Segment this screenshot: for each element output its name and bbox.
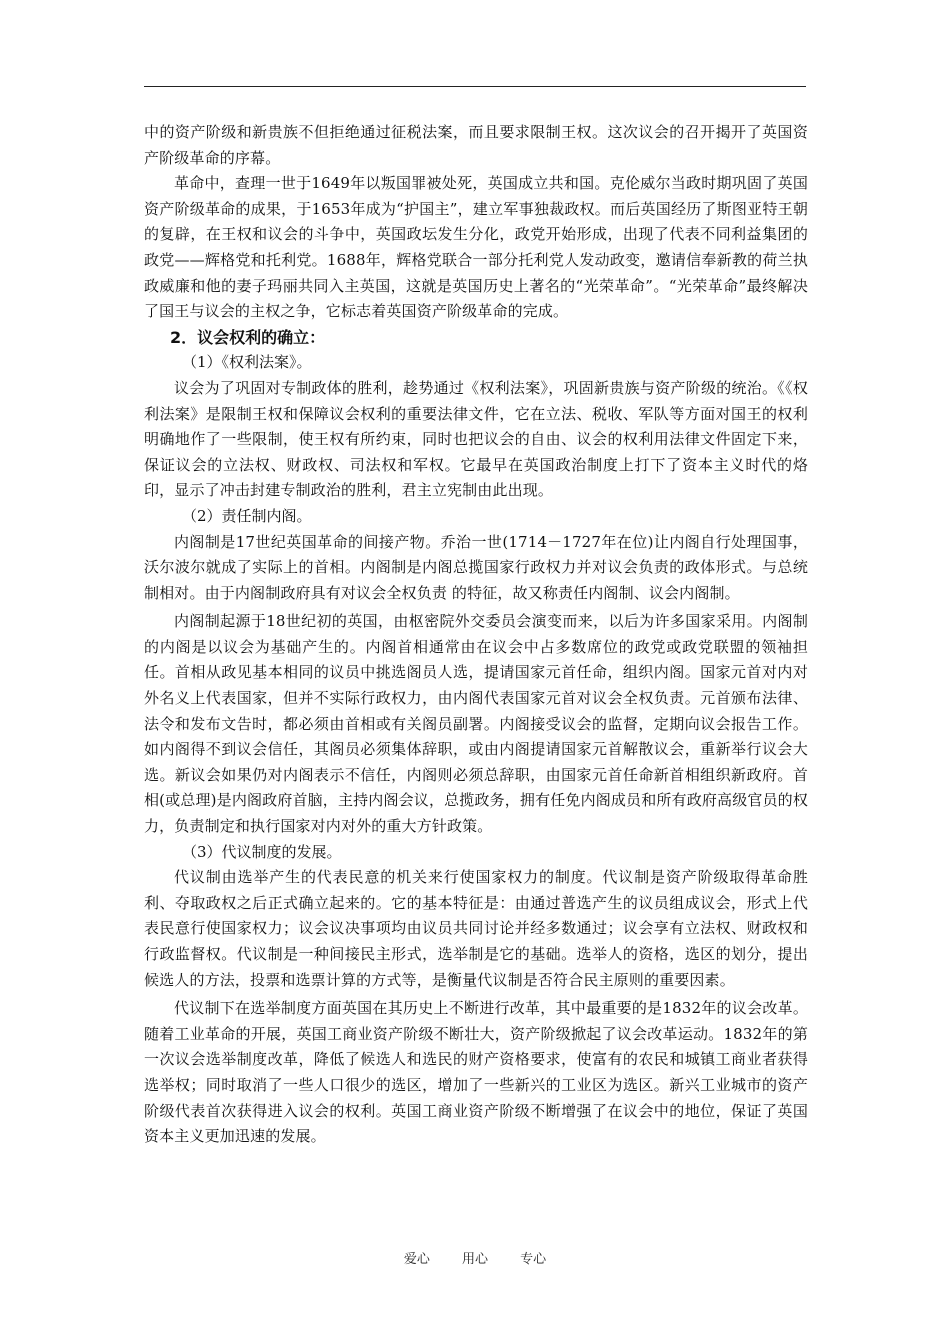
- paragraph-representative-2: 代议制下在选举制度方面英国在其历史上不断进行改革，其中最重要的是1832年的议会改革。随着工业革命的开展，英国工商业资产阶级不断壮大，资产阶级掀起了议会改革运动。1832年的第一次议会选举制度改革，降低了候选人和选民的财产资格要求，使富有的农民和城镇工商业者获得选举权；同时取消了一些人口很少的选区，增加了一些新兴的工业区为选区。新兴工业城市的资产阶级代表首次获得进入议会的权利。英国工商业资产阶级不断增强了在议会中的地位，保证了英国资本主义更加迅速的发展。: [144, 999, 808, 1146]
- subheading-bill-of-rights: （1）《权利法案》。: [182, 353, 312, 372]
- paragraph-bill-of-rights: 议会为了巩固对专制政体的胜利，趁势通过《权利法案》，巩固新贵族与资产阶级的统治。《《权利法案》是限制王权和保障议会权利的重要法律文件，它在立法、税收、军队等方面对国王的权利明确地作了一些限制，使王权有所约束，同时也把议会的自由、议会的权利用法律文件固定下来，保证议会的立法权、财政权、司法权和军权。它最早在英国政治制度上打下了资本主义时代的烙印，显示了冲击封建专制政治的胜利，君主立宪制由此出现。: [144, 378, 808, 500]
- footer-item-3: 专心: [520, 1252, 547, 1267]
- paragraph-cabinet-1: 内阁制是17世纪英国革命的间接产物。乔治一世(1714－1727年在位)让内阁自行处理国事，沃尔波尔就成了实际上的首相。内阁制是内阁总揽国家行政权力并对议会负责的政体形式。与总统制相对。由于内阁制政府具有对议会全权负责 的特征，故又称责任内阁制、议会内阁制。: [144, 532, 808, 602]
- paragraph-1: 中的资产阶级和新贵族不但拒绝通过征税法案，而且要求限制王权。这次议会的召开揭开了英国资产阶级革命的序幕。: [144, 123, 808, 167]
- header-rule: [144, 86, 806, 87]
- footer-item-1: 爱心: [403, 1252, 430, 1267]
- paragraph-cabinet-2: 内阁制起源于18世纪初的英国，由枢密院外交委员会演变而来，以后为许多国家采用。内阁制的内阁是以议会为基础产生的。内阁首相通常由在议会中占多数席位的政党或政党联盟的领袖担任。首相从政见基本相同的议员中挑选阁员人选，提请国家元首任命，组织内阁。国家元首对内对外名义上代表国家，但并不实际行政权力，由内阁代表国家元首对议会全权负责。元首颁布法律、法令和发布文告时，都必须由首相或有关阁员副署。内阁接受议会的监督，定期向议会报告工作。如内阁得不到议会信任，其阁员必须集体辞职，或由内阁提请国家元首解散议会，重新举行议会大选。新议会如果仍对内阁表示不信任，内阁则必须总辞职，由国家元首任命新首相组织新政府。首相(或总理)是内阁政府首脑，主持内阁会议，总揽政务，拥有任免内阁成员和所有政府高级官员的权力，负责制定和执行国家对内对外的重大方针政策。: [144, 612, 808, 836]
- page-footer: [0, 1248, 950, 1267]
- paragraph-representative-1: 代议制由选举产生的代表民意的机关来行使国家权力的制度。代议制是资产阶级取得革命胜利、夺取政权之后正式确立起来的。它的基本特征是：由通过普选产生的议员组成议会，形式上代表民意行使国家权力；议会议决事项均由议员共同讨论并经多数通过；议会享有立法权、财政权和行政监督权。代议制是一种间接民主形式，选举制是它的基础。选举人的资格，选区的划分，提出候选人的方法，投票和选票计算的方式等，是衡量代议制是否符合民主原则的重要因素。: [144, 868, 808, 989]
- paragraph-2: 革命中，查理一世于1649年以叛国罪被处死，英国成立共和国。克伦威尔当政时期巩固了英国资产阶级革命的成果，于1653年成为“护国主”，建立军事独裁政权。而后英国经历了斯图亚特王朝的复辟，在王权和议会的斗争中，英国政坛发生分化，政党开始形成，出现了代表不同利益集团的政党——辉格党和托利党。1688年，辉格党联合一部分托利党人发动政变，邀请信奉新教的荷兰执政威廉和他的妻子玛丽共同入主英国，这就是英国历史上著名的“光荣革命”。“光荣革命”最终解决了国王与议会的主权之争，它标志着英国资产阶级革命的完成。: [144, 174, 808, 321]
- footer-item-2: 用心: [461, 1252, 488, 1267]
- subheading-representative: （3）代议制度的发展。: [182, 842, 342, 861]
- section-heading: 2．议会权利的确立：: [170, 327, 326, 347]
- document-body: [144, 120, 808, 1150]
- subheading-cabinet: （2）责任制内阁。: [182, 506, 312, 525]
